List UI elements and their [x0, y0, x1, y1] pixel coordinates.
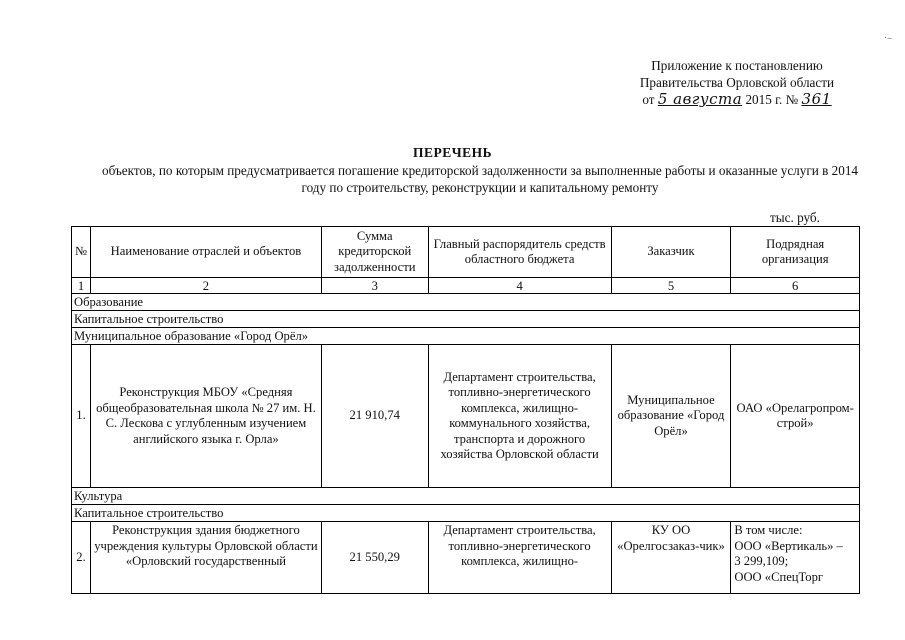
row-contractor [731, 522, 860, 594]
document-subtitle: объектов, по которым предусматривается погашение кредиторской задолженности за выполненные работы и оказанные услуги в 2014 году по строительству, реконструкции и капитальному ремонту [101, 163, 859, 195]
section-capital-construction: Капитальное строительство [72, 505, 860, 522]
row-num: 1. [72, 345, 91, 488]
row-sum: 21 550,29 [321, 522, 428, 594]
row-customer: Муниципальное образование «Город Орёл» [611, 345, 731, 488]
header-customer: Заказчик [611, 227, 731, 278]
appendix-line-1: Приложение к постановлению [651, 58, 823, 73]
col-number: 1 [72, 278, 91, 294]
appendix-header [612, 57, 862, 108]
column-numbers-row [72, 278, 860, 294]
section-row [72, 488, 860, 505]
appendix-line-3 [612, 91, 862, 108]
units-label: тыс. руб. [770, 210, 820, 225]
handwritten-number: 361 [801, 90, 832, 108]
document-title: ПЕРЕЧЕНЬ [412, 145, 493, 160]
scan-mark: ·– [884, 33, 893, 44]
section-row [72, 294, 860, 311]
year-label: 2015 г. № [745, 92, 799, 107]
handwritten-date: 5 августа [657, 90, 743, 108]
contractor-line: 3 299,109; [734, 554, 789, 568]
contractor-line: ООО «СпецТорг [734, 569, 824, 584]
table-row [72, 522, 860, 594]
section-row [72, 505, 860, 522]
header-name: Наименование отраслей и объектов [91, 227, 322, 278]
contractor-line: В том числе: [734, 523, 803, 537]
row-customer: КУ ОО «Орелгосзаказ-чик» [611, 522, 731, 594]
col-number: 2 [91, 278, 322, 294]
section-education: Образование [72, 294, 860, 311]
table-row [72, 345, 860, 488]
col-number: 4 [428, 278, 611, 294]
appendix-line-2: Правительства Орловской области [639, 75, 835, 90]
row-num: 2. [72, 522, 91, 594]
header-manager: Главный распорядитель средств областного бюджета [428, 227, 611, 278]
date-prefix: от [642, 92, 655, 107]
section-culture: Культура [72, 488, 860, 505]
section-capital-construction: Капитальное строительство [72, 311, 860, 328]
row-name: Реконструкция здания бюджетного учреждения культуры Орловской области «Орловский государственный [91, 522, 322, 594]
section-row [72, 311, 860, 328]
row-contractor: ОАО «Орелагропром-строй» [731, 345, 860, 488]
header-sum: Сумма кредиторской задолженности [321, 227, 428, 278]
objects-table [71, 226, 860, 594]
header-num: № [72, 227, 91, 278]
row-name: Реконструкция МБОУ «Средняя общеобразовательная школа № 27 им. Н. С. Лескова с углубленным изучением английского языка г. Орла» [91, 345, 322, 488]
col-number: 6 [731, 278, 860, 294]
contractor-line: ООО «Вертикаль» – [734, 538, 843, 553]
row-sum: 21 910,74 [321, 345, 428, 488]
col-number: 3 [321, 278, 428, 294]
section-municipality: Муниципальное образование «Город Орёл» [72, 328, 860, 345]
section-row [72, 328, 860, 345]
table-header-row [72, 227, 860, 278]
row-manager: Департамент строительства, топливно-энергетического комплекса, жилищно-коммунального хозяйства, транспорта и дорожного хозяйства Орловской области [428, 345, 611, 488]
header-contractor: Подрядная организация [731, 227, 860, 278]
row-manager: Департамент строительства, топливно-энергетического комплекса, жилищно- [428, 522, 611, 594]
col-number: 5 [611, 278, 731, 294]
